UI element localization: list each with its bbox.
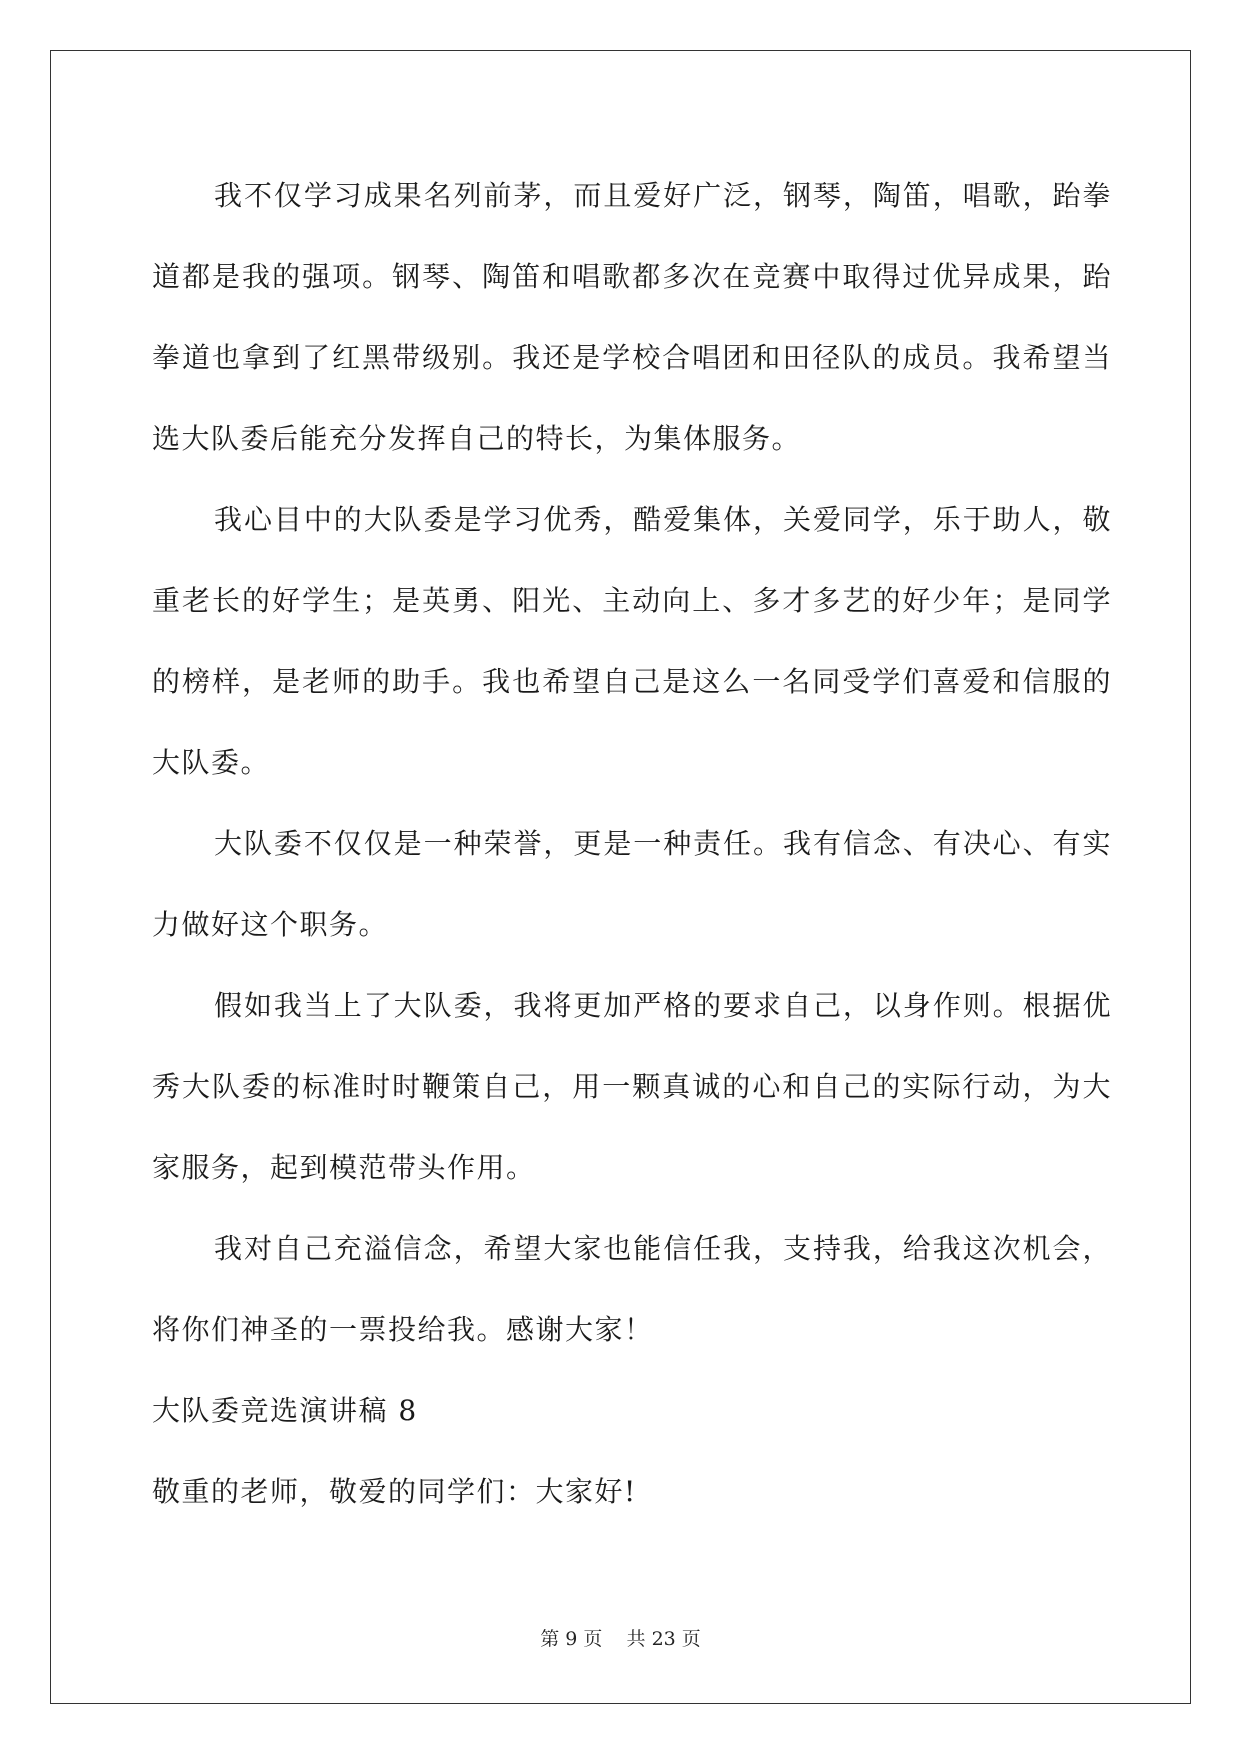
page-total: 共 23 页 — [626, 1628, 701, 1650]
document-body — [152, 155, 1112, 1532]
section-title: 大队委竞选演讲稿 8 — [152, 1394, 418, 1427]
paragraph: 我心目中的大队委是学习优秀，酷爱集体，关爱同学，乐于助人，敬重老长的好学生；是英勇、阳光、主动向上、多才多艺的好少年；是同学的榜样，是老师的助手。我也希望自己是这么一名同受学们喜爱和信服的大队委。 — [152, 503, 1112, 779]
paragraph: 假如我当上了大队委，我将更加严格的要求自己，以身作则。根据优秀大队委的标准时时鞭策自己，用一颗真诚的心和自己的实际行动，为大家服务，起到模范带头作用。 — [152, 989, 1112, 1184]
page-number: 第 9 页 — [540, 1628, 603, 1650]
paragraph: 我不仅学习成果名列前茅，而且爱好广泛，钢琴，陶笛，唱歌，跆拳道都是我的强项。钢琴、陶笛和唱歌都多次在竞赛中取得过优异成果，跆拳道也拿到了红黑带级别。我还是学校合唱团和田径队的成员。我希望当选大队委后能充分发挥自己的特长，为集体服务。 — [152, 179, 1112, 455]
salutation: 敬重的老师，敬爱的同学们：大家好! — [152, 1475, 637, 1508]
page-footer — [0, 1624, 1241, 1651]
paragraph: 大队委不仅仅是一种荣誉，更是一种责任。我有信念、有决心、有实力做好这个职务。 — [152, 827, 1112, 941]
paragraph: 我对自己充溢信念，希望大家也能信任我，支持我，给我这次机会，将你们神圣的一票投给我。感谢大家！ — [152, 1232, 1112, 1346]
footer-spacer — [602, 1628, 626, 1650]
